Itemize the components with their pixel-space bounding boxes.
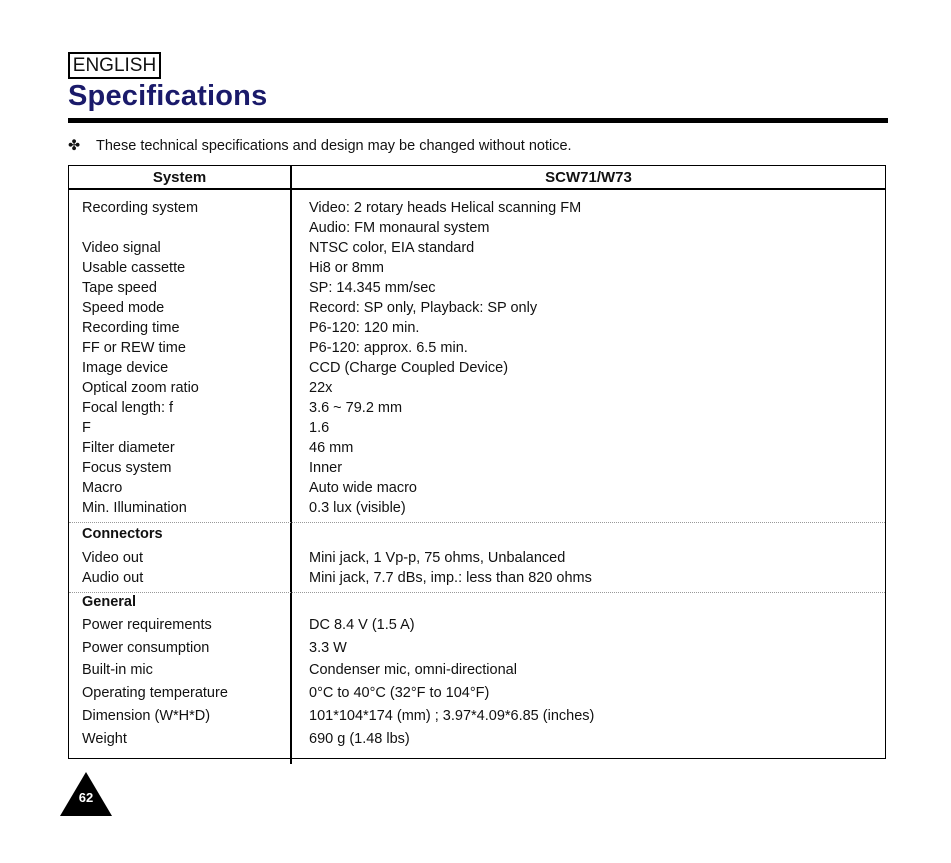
row-label: Recording system (82, 200, 199, 216)
table-row (69, 358, 885, 378)
table-row (69, 478, 885, 498)
notice (68, 138, 572, 154)
row-value: Mini jack, 1 Vp-p, 75 ohms, Unbalanced (309, 550, 566, 566)
page-title: Specifications (68, 80, 268, 112)
table-row (69, 615, 885, 635)
row-label: Optical zoom ratio (82, 380, 199, 396)
row-label: Audio out (82, 570, 144, 586)
column-header-system: System (152, 169, 207, 186)
row-label: Power requirements (82, 617, 212, 633)
table-row (69, 458, 885, 478)
notice-text: These technical specifications and design may be changed without notice. (96, 138, 572, 154)
row-label: F (82, 420, 91, 436)
row-label: Recording time (82, 320, 180, 336)
table-row (69, 638, 885, 658)
row-label: Video out (82, 550, 144, 566)
row-label: Video signal (82, 240, 161, 256)
row-value: Audio: FM monaural system (309, 220, 490, 236)
table-row (69, 498, 885, 518)
table-row (69, 398, 885, 418)
bullet-icon: ✤ (68, 138, 81, 154)
row-label: Macro (82, 480, 123, 496)
header-rule (69, 188, 885, 190)
row-value: 0.3 lux (visible) (309, 500, 406, 516)
row-value: Auto wide macro (309, 480, 417, 496)
row-label: Focus system (82, 460, 172, 476)
row-value: NTSC color, EIA standard (309, 240, 475, 256)
row-value: P6-120: 120 min. (309, 320, 420, 336)
spec-table (68, 165, 886, 759)
table-row (69, 660, 885, 680)
section-divider (69, 592, 885, 593)
table-row (69, 418, 885, 438)
section-divider (69, 522, 885, 523)
row-value: Condenser mic, omni-directional (309, 662, 517, 678)
row-value: 1.6 (309, 420, 330, 436)
row-value: Inner (309, 460, 343, 476)
table-row (69, 318, 885, 338)
row-label: Image device (82, 360, 169, 376)
row-value: 46 mm (309, 440, 354, 456)
table-row (69, 706, 885, 726)
table-row (69, 548, 885, 568)
column-header-model: SCW71/W73 (545, 169, 632, 186)
table-row (69, 338, 885, 358)
title-rule (68, 118, 888, 123)
row-label: Tape speed (82, 280, 157, 296)
table-row (69, 218, 885, 238)
row-label: Min. Illumination (82, 500, 187, 516)
row-label: Power consumption (82, 640, 210, 656)
table-row (69, 278, 885, 298)
row-value: DC 8.4 V (1.5 A) (309, 617, 415, 633)
row-label: Speed mode (82, 300, 165, 316)
row-value: Record: SP only, Playback: SP only (309, 300, 538, 316)
row-value: 690 g (1.48 lbs) (309, 731, 410, 747)
row-label: Built-in mic (82, 662, 153, 678)
table-row (69, 568, 885, 588)
row-label: Focal length: f (82, 400, 174, 416)
row-value: CCD (Charge Coupled Device) (309, 360, 509, 376)
section-title-connectors: Connectors (82, 526, 163, 542)
row-value: P6-120: approx. 6.5 min. (309, 340, 468, 356)
table-row (69, 729, 885, 749)
row-value: SP: 14.345 mm/sec (309, 280, 436, 296)
table-row (69, 378, 885, 398)
table-row (69, 298, 885, 318)
row-value: Video: 2 rotary heads Helical scanning FM (309, 200, 582, 216)
row-value: Hi8 or 8mm (309, 260, 384, 276)
table-row (69, 238, 885, 258)
row-value: 3.6 ~ 79.2 mm (309, 400, 403, 416)
row-value: 22x (309, 380, 333, 396)
row-value: 0°C to 40°C (32°F to 104°F) (309, 685, 490, 701)
row-label: Filter diameter (82, 440, 175, 456)
row-label: Usable cassette (82, 260, 186, 276)
section-title-general: General (82, 594, 136, 610)
row-value: 101*104*174 (mm) ; 3.97*4.09*6.85 (inches) (309, 708, 595, 724)
language-badge: ENGLISH (68, 52, 161, 79)
row-label: FF or REW time (82, 340, 186, 356)
row-label: Dimension (W*H*D) (82, 708, 211, 724)
row-value: 3.3 W (309, 640, 347, 656)
page-number: 62 (78, 790, 94, 805)
table-row (69, 198, 885, 218)
table-row (69, 258, 885, 278)
table-row (69, 683, 885, 703)
row-label: Operating temperature (82, 685, 228, 701)
table-row (69, 438, 885, 458)
row-value: Mini jack, 7.7 dBs, imp.: less than 820 ohms (309, 570, 592, 586)
row-label: Weight (82, 731, 127, 747)
